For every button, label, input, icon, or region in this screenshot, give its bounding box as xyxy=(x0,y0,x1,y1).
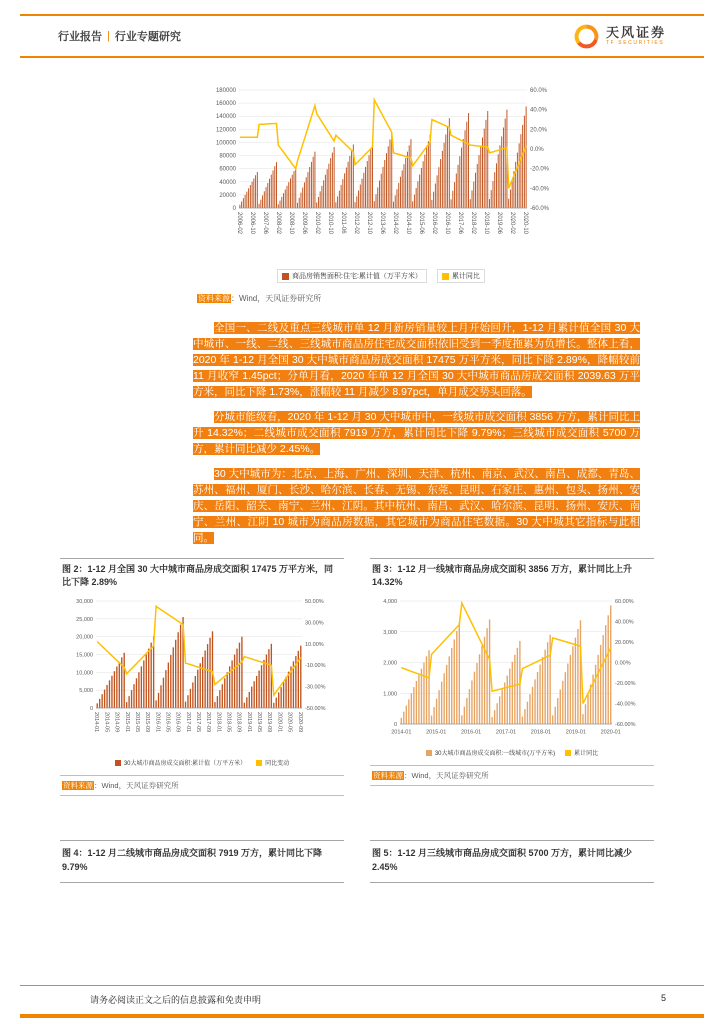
figure3-source xyxy=(370,765,654,786)
legend-label: 累计同比 xyxy=(574,751,599,757)
svg-text:2015-01: 2015-01 xyxy=(123,712,130,733)
svg-text:10,000: 10,000 xyxy=(76,670,93,677)
svg-text:40000: 40000 xyxy=(219,179,236,186)
svg-text:-20.00%: -20.00% xyxy=(615,681,636,687)
svg-text:1,000: 1,000 xyxy=(383,691,397,698)
svg-text:2012-02: 2012-02 xyxy=(353,212,359,235)
legend-swatch xyxy=(442,273,449,280)
svg-text:140000: 140000 xyxy=(215,114,236,121)
brand-name: 天风证券 xyxy=(605,24,666,40)
svg-text:2016-05: 2016-05 xyxy=(164,712,171,733)
figure-row-2 xyxy=(60,840,664,883)
svg-text:2014-09: 2014-09 xyxy=(113,712,120,733)
brand xyxy=(573,23,666,50)
legend-item xyxy=(437,269,485,283)
legend-swatch xyxy=(282,273,289,280)
svg-text:-30.00%: -30.00% xyxy=(305,684,326,691)
svg-text:10.00%: 10.00% xyxy=(305,641,324,648)
report-category: 行业报告 xyxy=(58,31,102,43)
svg-text:2020-05: 2020-05 xyxy=(286,712,293,733)
svg-text:0: 0 xyxy=(89,706,93,712)
svg-text:2019-09: 2019-09 xyxy=(266,712,273,733)
legend-item xyxy=(426,748,555,757)
svg-text:60.0%: 60.0% xyxy=(530,88,548,94)
page-header xyxy=(58,18,666,54)
svg-text:20,000: 20,000 xyxy=(76,634,93,641)
svg-text:30,000: 30,000 xyxy=(76,599,93,605)
legend-label: 30大城市商品房成交面积:累计值（万平方米） xyxy=(123,761,247,767)
legend-swatch xyxy=(115,760,121,766)
legend-swatch xyxy=(426,750,432,756)
brand-subtitle: TF SECURITIES xyxy=(605,39,665,46)
svg-text:2,000: 2,000 xyxy=(383,660,397,667)
svg-text:30.00%: 30.00% xyxy=(305,620,324,627)
svg-text:40.00%: 40.00% xyxy=(615,619,634,626)
svg-text:20.00%: 20.00% xyxy=(615,640,634,646)
svg-text:20000: 20000 xyxy=(219,192,236,199)
svg-text:0.0%: 0.0% xyxy=(530,147,544,153)
svg-text:50.00%: 50.00% xyxy=(305,599,324,605)
svg-text:2011-06: 2011-06 xyxy=(340,212,346,234)
highlighted-text: 全国一、二线及重点三线城市单 12 月新房销量较上月开始回升，1-12 月累计值全国 30 大中城市、一线、二线、三线城市商品房住宅成交面积依旧受到一季度拖累为负增长。整体上看，2020 年 1-12 月全国 30 大中城市商品房成交面积 17475 万平方米，同比下降 2.89%，降幅较前 11 月收窄 1.45pct；分单月看，2020 年单 12 月全国 30 大中城市商品房成交面积 2039.63 万平方米，同比下降 1.73%，涨幅较 11 月减少 8.97pct，单月成交势头回落。 xyxy=(193,322,640,398)
paragraph-2 xyxy=(193,409,640,457)
svg-text:100000: 100000 xyxy=(215,140,236,147)
svg-text:2017-01: 2017-01 xyxy=(184,712,191,733)
svg-text:2010-10: 2010-10 xyxy=(327,212,333,235)
page-number: 5 xyxy=(660,993,666,1003)
svg-text:2014-05: 2014-05 xyxy=(103,712,110,733)
svg-text:2010-02: 2010-02 xyxy=(313,212,320,235)
svg-text:2019-01: 2019-01 xyxy=(245,712,252,733)
source-text: ：Wind，天风证券研究所 xyxy=(94,781,179,790)
svg-text:25,000: 25,000 xyxy=(76,616,93,623)
svg-text:60.00%: 60.00% xyxy=(615,599,634,605)
svg-text:2017-01: 2017-01 xyxy=(495,729,517,736)
svg-text:2006-02: 2006-02 xyxy=(235,212,242,235)
svg-text:2017-06: 2017-06 xyxy=(457,212,464,235)
svg-text:0.00%: 0.00% xyxy=(615,660,631,667)
svg-text:2007-06: 2007-06 xyxy=(261,212,268,235)
legend-label: 30大城市商品房成交面积:一线城市(万平方米) xyxy=(434,751,556,757)
legend-item xyxy=(565,748,598,757)
paragraph-3 xyxy=(193,466,640,546)
svg-text:2020-10: 2020-10 xyxy=(522,212,529,235)
svg-text:2018-01: 2018-01 xyxy=(530,729,551,736)
svg-text:-60.00%: -60.00% xyxy=(615,722,636,728)
svg-text:2019-06: 2019-06 xyxy=(496,212,503,235)
svg-text:2016-09: 2016-09 xyxy=(174,712,181,733)
report-type xyxy=(58,28,181,44)
svg-text:160000: 160000 xyxy=(215,101,236,108)
legend-swatch xyxy=(256,760,262,766)
body-text xyxy=(193,320,640,546)
svg-text:2015-06: 2015-06 xyxy=(418,212,424,235)
bottom-bar xyxy=(20,1014,704,1018)
svg-text:2018-02: 2018-02 xyxy=(470,212,477,235)
source-label: 资料来源 xyxy=(63,781,93,790)
source-text: ：Wind，天风证券研究所 xyxy=(404,771,489,780)
svg-text:15,000: 15,000 xyxy=(76,652,93,659)
svg-text:4,000: 4,000 xyxy=(383,599,397,605)
svg-text:-40.0%: -40.0% xyxy=(530,186,550,193)
svg-text:-50.00%: -50.00% xyxy=(305,706,326,712)
tf-securities-logo-icon xyxy=(573,23,600,50)
svg-text:2016-01: 2016-01 xyxy=(154,712,161,733)
source-text: ：Wind，天风证券研究所 xyxy=(231,294,322,303)
svg-text:2019-01: 2019-01 xyxy=(565,729,586,736)
figure2-legend xyxy=(60,758,344,767)
svg-text:2016-01: 2016-01 xyxy=(461,729,482,736)
report-subcategory: 行业专题研究 xyxy=(114,31,181,43)
svg-text:2020-09: 2020-09 xyxy=(296,712,303,733)
figure1-source xyxy=(197,293,567,304)
svg-text:2016-10: 2016-10 xyxy=(444,212,451,235)
svg-text:2017-05: 2017-05 xyxy=(195,712,201,733)
svg-text:80000: 80000 xyxy=(219,153,236,160)
svg-text:-40.00%: -40.00% xyxy=(615,701,636,708)
svg-text:0: 0 xyxy=(232,206,236,212)
svg-text:2014-10: 2014-10 xyxy=(405,212,411,235)
figure2 xyxy=(60,558,344,796)
svg-text:2008-10: 2008-10 xyxy=(287,212,294,235)
svg-text:0: 0 xyxy=(393,722,397,728)
figure2-caption: 图 2：1-12 月全国 30 大中城市商品房成交面积 17475 万平方米，同比下降 2.89% xyxy=(60,558,344,596)
figure3 xyxy=(370,558,654,796)
svg-text:2018-10: 2018-10 xyxy=(483,212,490,235)
svg-text:-60.0%: -60.0% xyxy=(530,206,550,212)
svg-text:-10.00%: -10.00% xyxy=(305,663,326,670)
svg-text:2013-06: 2013-06 xyxy=(379,212,385,235)
legend-item xyxy=(115,758,246,767)
figure2-source xyxy=(60,775,344,796)
svg-text:2015-09: 2015-09 xyxy=(144,712,151,733)
header-divider: | xyxy=(107,30,110,42)
svg-text:5,000: 5,000 xyxy=(79,688,93,695)
svg-text:180000: 180000 xyxy=(215,88,236,94)
legend-label: 商品房销售面积:住宅:累计值（万平方米） xyxy=(292,273,422,280)
footer-rule xyxy=(20,985,704,987)
source-label: 资料来源 xyxy=(373,771,403,780)
paragraph-1 xyxy=(193,320,640,400)
page-footer xyxy=(90,993,666,1006)
svg-text:2018-09: 2018-09 xyxy=(235,712,242,733)
svg-text:2012-10: 2012-10 xyxy=(366,212,372,235)
svg-text:2014-02: 2014-02 xyxy=(392,212,398,235)
figure4-caption: 图 4：1-12 月二线城市商品房成交面积 7919 万方，累计同比下降 9.79% xyxy=(60,840,344,883)
figure1-legend xyxy=(195,269,567,283)
figure-row xyxy=(60,558,664,796)
svg-text:2016-02: 2016-02 xyxy=(431,212,437,235)
figure3-caption: 图 3：1-12 月一线城市商品房成交面积 3856 万方，累计同比上升 14.32% xyxy=(370,558,654,596)
figure1 xyxy=(195,84,567,304)
brand-text xyxy=(606,26,666,47)
svg-text:2014-01: 2014-01 xyxy=(93,712,100,733)
svg-text:2015-05: 2015-05 xyxy=(133,712,140,733)
svg-text:2018-01: 2018-01 xyxy=(215,712,222,733)
legend-swatch xyxy=(565,750,571,756)
svg-text:40.0%: 40.0% xyxy=(530,107,548,114)
legend-item xyxy=(277,269,427,283)
svg-text:2014-01: 2014-01 xyxy=(391,729,412,736)
tier1-city-transaction-chart xyxy=(370,596,648,746)
svg-text:-20.0%: -20.0% xyxy=(530,166,550,173)
svg-text:2019-05: 2019-05 xyxy=(256,712,263,733)
svg-text:2020-02: 2020-02 xyxy=(509,212,516,235)
highlighted-text: 分城市能级看，2020 年 1-12 月 30 大中城市中，一线城市成交面积 3856 万方，累计同比上升 14.32%；二线城市成交面积 7919 万方，累计同比下降 9.79%；三线城市成交面积 5700 万方，累计同比减少 2.45%。 xyxy=(193,411,640,455)
svg-text:120000: 120000 xyxy=(215,127,236,134)
svg-text:2015-01: 2015-01 xyxy=(426,729,447,736)
svg-text:2020-01: 2020-01 xyxy=(600,729,621,736)
footer-disclaimer: 请务必阅读正文之后的信息披露和免责申明 xyxy=(90,995,262,1005)
svg-text:2008-02: 2008-02 xyxy=(274,212,281,235)
highlighted-text: 30 大中城市为：北京、上海、广州、深圳、天津、杭州、南京、武汉、南昌、成都、青岛、苏州、福州、厦门、长沙、哈尔滨、长春、无锡、东莞、昆明、石家庄、惠州、包头、扬州、安庆、岳阳、韶关、南宁、兰州、江阴。其中杭州、南昌、武汉、哈尔滨、昆明、扬州、安庆、南宁、兰州、江阴 10 城市为商品房数据，其它城市为商品住宅数据。30 大中城其它指标与此相同。 xyxy=(193,468,640,544)
housing-sales-area-chart xyxy=(195,84,567,262)
svg-text:2020-01: 2020-01 xyxy=(276,712,283,733)
legend-item xyxy=(256,758,289,767)
figure5-caption: 图 5：1-12 月三线城市商品房成交面积 5700 万方，累计同比减少 2.45% xyxy=(370,840,654,883)
top-rule xyxy=(20,14,704,16)
30-city-transaction-chart xyxy=(60,596,338,756)
svg-text:2017-09: 2017-09 xyxy=(205,712,212,733)
svg-text:60000: 60000 xyxy=(219,166,236,173)
svg-text:2009-06: 2009-06 xyxy=(300,212,307,235)
svg-text:2018-05: 2018-05 xyxy=(225,712,232,733)
legend-label: 同比变动 xyxy=(265,761,290,767)
figure3-legend xyxy=(370,748,654,757)
header-rule xyxy=(20,56,704,58)
svg-text:3,000: 3,000 xyxy=(383,629,397,636)
svg-text:2006-10: 2006-10 xyxy=(248,212,255,235)
svg-text:20.0%: 20.0% xyxy=(530,127,548,134)
legend-label: 累计同比 xyxy=(451,273,480,280)
source-label: 资料来源 xyxy=(198,294,230,303)
